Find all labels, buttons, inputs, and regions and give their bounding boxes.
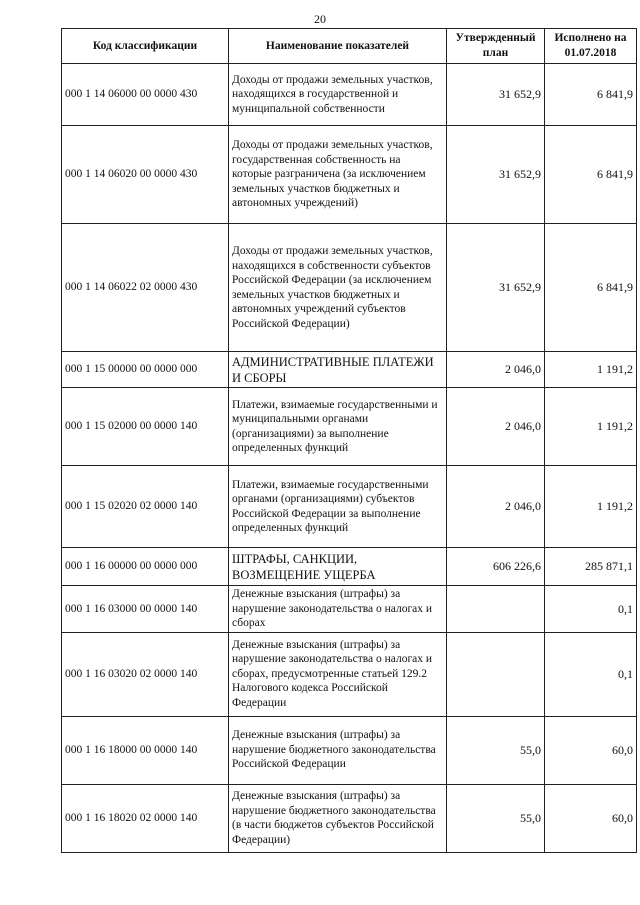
- row-name: Денежные взыскания (штрафы) за нарушение бюджетного законодательства Российской Федерации: [229, 716, 447, 784]
- row-executed: 6 841,9: [545, 126, 637, 224]
- table-row: [62, 586, 637, 633]
- row-plan: 2 046,0: [447, 352, 545, 388]
- row-plan: 31 652,9: [447, 224, 545, 352]
- row-executed: 285 871,1: [545, 548, 637, 586]
- table-row: [62, 388, 637, 466]
- header-code: Код классификации: [62, 29, 229, 64]
- row-code: 000 1 16 03000 00 0000 140: [62, 586, 229, 633]
- row-code: 000 1 14 06022 02 0000 430: [62, 224, 229, 352]
- row-code: 000 1 16 18020 02 0000 140: [62, 784, 229, 852]
- row-executed: 60,0: [545, 716, 637, 784]
- row-name: Доходы от продажи земельных участков, государственная собственность на которые разграничена (за исключением земельных участков бюджетных и автономных учреждений): [229, 126, 447, 224]
- row-code: 000 1 16 18000 00 0000 140: [62, 716, 229, 784]
- row-plan: 606 226,6: [447, 548, 545, 586]
- table-row: [62, 632, 637, 716]
- row-plan: 2 046,0: [447, 388, 545, 466]
- row-name: Доходы от продажи земельных участков, находящихся в собственности субъектов Российской Федерации (за исключением земельных участков бюджетных и автономных учреждений субъектов Российской Федерации): [229, 224, 447, 352]
- table-row: [62, 716, 637, 784]
- row-plan: 2 046,0: [447, 466, 545, 548]
- table-row: [62, 466, 637, 548]
- row-code: 000 1 16 00000 00 0000 000: [62, 548, 229, 586]
- row-name: Денежные взыскания (штрафы) за нарушение бюджетного законодательства (в части бюджетов субъектов Российской Федерации): [229, 784, 447, 852]
- row-name: Платежи, взимаемые государственными и муниципальными органами (организациями) за выполнение определенных функций: [229, 388, 447, 466]
- row-executed: 0,1: [545, 586, 637, 633]
- row-code: 000 1 15 02000 00 0000 140: [62, 388, 229, 466]
- table-row: [62, 126, 637, 224]
- row-name: Денежные взыскания (штрафы) за нарушение законодательства о налогах и сборах: [229, 586, 447, 633]
- row-name: Платежи, взимаемые государственными органами (организациями) субъектов Российской Федерации за выполнение определенных функций: [229, 466, 447, 548]
- row-code: 000 1 15 02020 02 0000 140: [62, 466, 229, 548]
- row-name: Доходы от продажи земельных участков, находящихся в государственной и муниципальной собственности: [229, 64, 447, 126]
- table-row: [62, 224, 637, 352]
- page-number: 20: [314, 12, 326, 26]
- table-row: [62, 784, 637, 852]
- row-plan: 55,0: [447, 716, 545, 784]
- row-executed: 6 841,9: [545, 224, 637, 352]
- row-executed: 6 841,9: [545, 64, 637, 126]
- table-row: [62, 548, 637, 586]
- row-plan: 55,0: [447, 784, 545, 852]
- row-plan: 31 652,9: [447, 64, 545, 126]
- table-row: [62, 352, 637, 388]
- row-name: Денежные взыскания (штрафы) за нарушение законодательства о налогах и сборах, предусмотренные статьей 129.2 Налогового кодекса Российской Федерации: [229, 632, 447, 716]
- budget-table: [61, 28, 637, 853]
- header-executed: Исполнено на 01.07.2018: [545, 29, 637, 64]
- table-header-row: [62, 29, 637, 64]
- table-row: [62, 64, 637, 126]
- row-code: 000 1 14 06000 00 0000 430: [62, 64, 229, 126]
- row-code: 000 1 16 03020 02 0000 140: [62, 632, 229, 716]
- row-executed: 0,1: [545, 632, 637, 716]
- header-plan: Утвержденный план: [447, 29, 545, 64]
- row-executed: 60,0: [545, 784, 637, 852]
- row-plan: [447, 632, 545, 716]
- row-plan: 31 652,9: [447, 126, 545, 224]
- header-name: Наименование показателей: [229, 29, 447, 64]
- row-name: АДМИНИСТРАТИВНЫЕ ПЛАТЕЖИ И СБОРЫ: [229, 352, 447, 388]
- row-code: 000 1 15 00000 00 0000 000: [62, 352, 229, 388]
- row-code: 000 1 14 06020 00 0000 430: [62, 126, 229, 224]
- row-executed: 1 191,2: [545, 466, 637, 548]
- row-name: ШТРАФЫ, САНКЦИИ, ВОЗМЕЩЕНИЕ УЩЕРБА: [229, 548, 447, 586]
- row-executed: 1 191,2: [545, 352, 637, 388]
- row-plan: [447, 586, 545, 633]
- row-executed: 1 191,2: [545, 388, 637, 466]
